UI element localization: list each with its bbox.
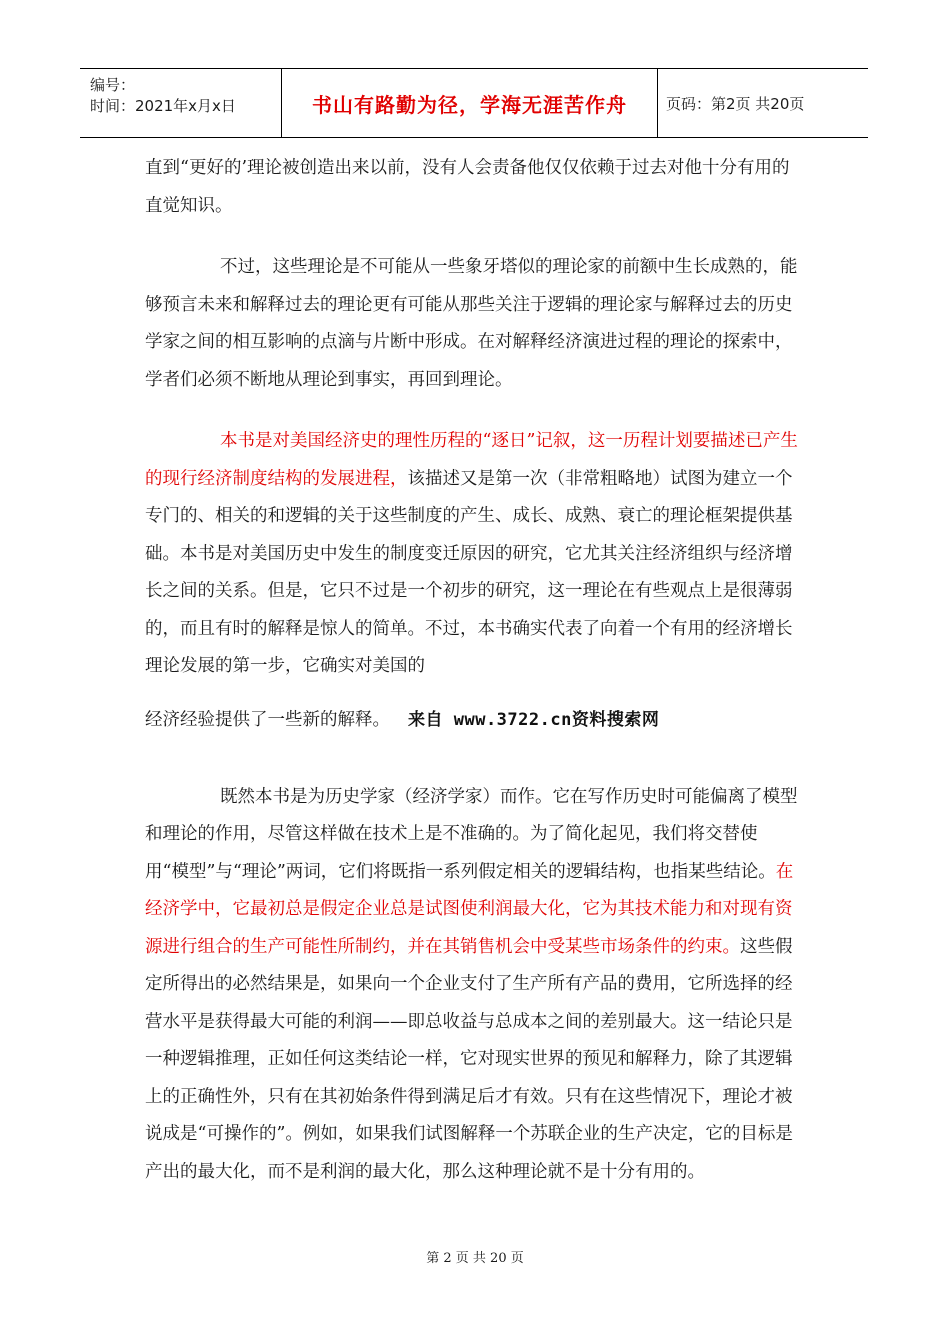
header-meta [80, 69, 282, 137]
paragraph-3-end: 经济经验提供了一些新的解释。 [145, 709, 390, 730]
date-label: 时间：2021年x月x日 [90, 97, 236, 115]
number-label: 编号： [90, 76, 136, 94]
page-footer: 第 2 页 共 20 页 [426, 1251, 524, 1266]
paragraph-1: 直到“更好的’理论被创造出来以前，没有人会责备他仅仅依赖于过去对他十分有用的直觉知识。 [145, 158, 790, 216]
paragraph-4-start: 既然本书是为历史学家（经济学家）而作。它在写作历史时可能偏离了模型和理论的作用，尽管这样做在技术上是不准确的。为了简化起见，我们将交替使用“模型”与“理论”两词，它们将既指一系列假定相关的逻辑结构，也指某些结论。 [145, 786, 798, 882]
paragraph-2: 不过，这些理论是不可能从一些象牙塔似的理论家的前额中生长成熟的，能够预言未来和解释过去的理论更有可能从那些关注于逻辑的理论家与解释过去的历史学家之间的相互影响的点滴与片断中形成。在对解释经济演进过程的理论的探索中，学者们必须不断地从理论到事实，再回到理论。 [145, 257, 798, 390]
paragraph-4-highlight: 在经济学中，它最初总是假定企业总是试图使利润最大化，它为其技术能力和对现有资源进行组合的生产可能性所制约，并在其销售机会中受某些市场条件的约束。 [145, 861, 794, 957]
paragraph-3 [145, 423, 800, 686]
header-page-info: 页码：第2页 共20页 [666, 94, 805, 113]
paragraph-4 [145, 779, 800, 1192]
paragraph-3-text: 该描述又是第一次（非常粗略地）试图为建立一个专门的、相关的和逻辑的关于这些制度的产生、成长、成熟、衰亡的理论框架提供基础。本书是对美国历史中发生的制度变迁原因的研究，它尤其关注经济组织与经济增长之间的关系。但是，它只不过是一个初步的研究，这一理论在有些观点上是很薄弱的，而且有时的解释是惊人的简单。不过，本书确实代表了向着一个有用的经济增长理论发展的第一步，它确实对美国的 [145, 468, 793, 676]
paragraph-3-end-line [145, 698, 800, 743]
paragraph-3-highlight: 本书是对美国经济史的理性历程的“逐日”记叙，这一历程计划要描述已产生的现行经济制度结构的发展进程， [145, 431, 798, 489]
watermark-text: 来自 www.3722.cn资料搜索网 [408, 709, 660, 730]
paragraph-4-text: 这些假定所得出的必然结果是，如果向一个企业支付了生产所有产品的费用，它所选择的经营水平是获得最大可能的利润——即总收益与总成本之间的差别最大。这一结论只是一种逻辑推理，正如任何这类结论一样，它对现实世界的预见和解释力，除了其逻辑上的正确性外，只有在其初始条件得到满足后才有效。只有在这些情况下，理论才被说成是“可操作的”。例如，如果我们试图解释一个苏联企业的生产决定，它的目标是产出的最大化，而不是利润的最大化，那么这种理论就不是十分有用的。 [145, 936, 793, 1182]
page-header [80, 68, 868, 138]
document-body [145, 150, 800, 1191]
header-motto: 书山有路勤为径，学海无涯苦作舟 [282, 69, 658, 137]
